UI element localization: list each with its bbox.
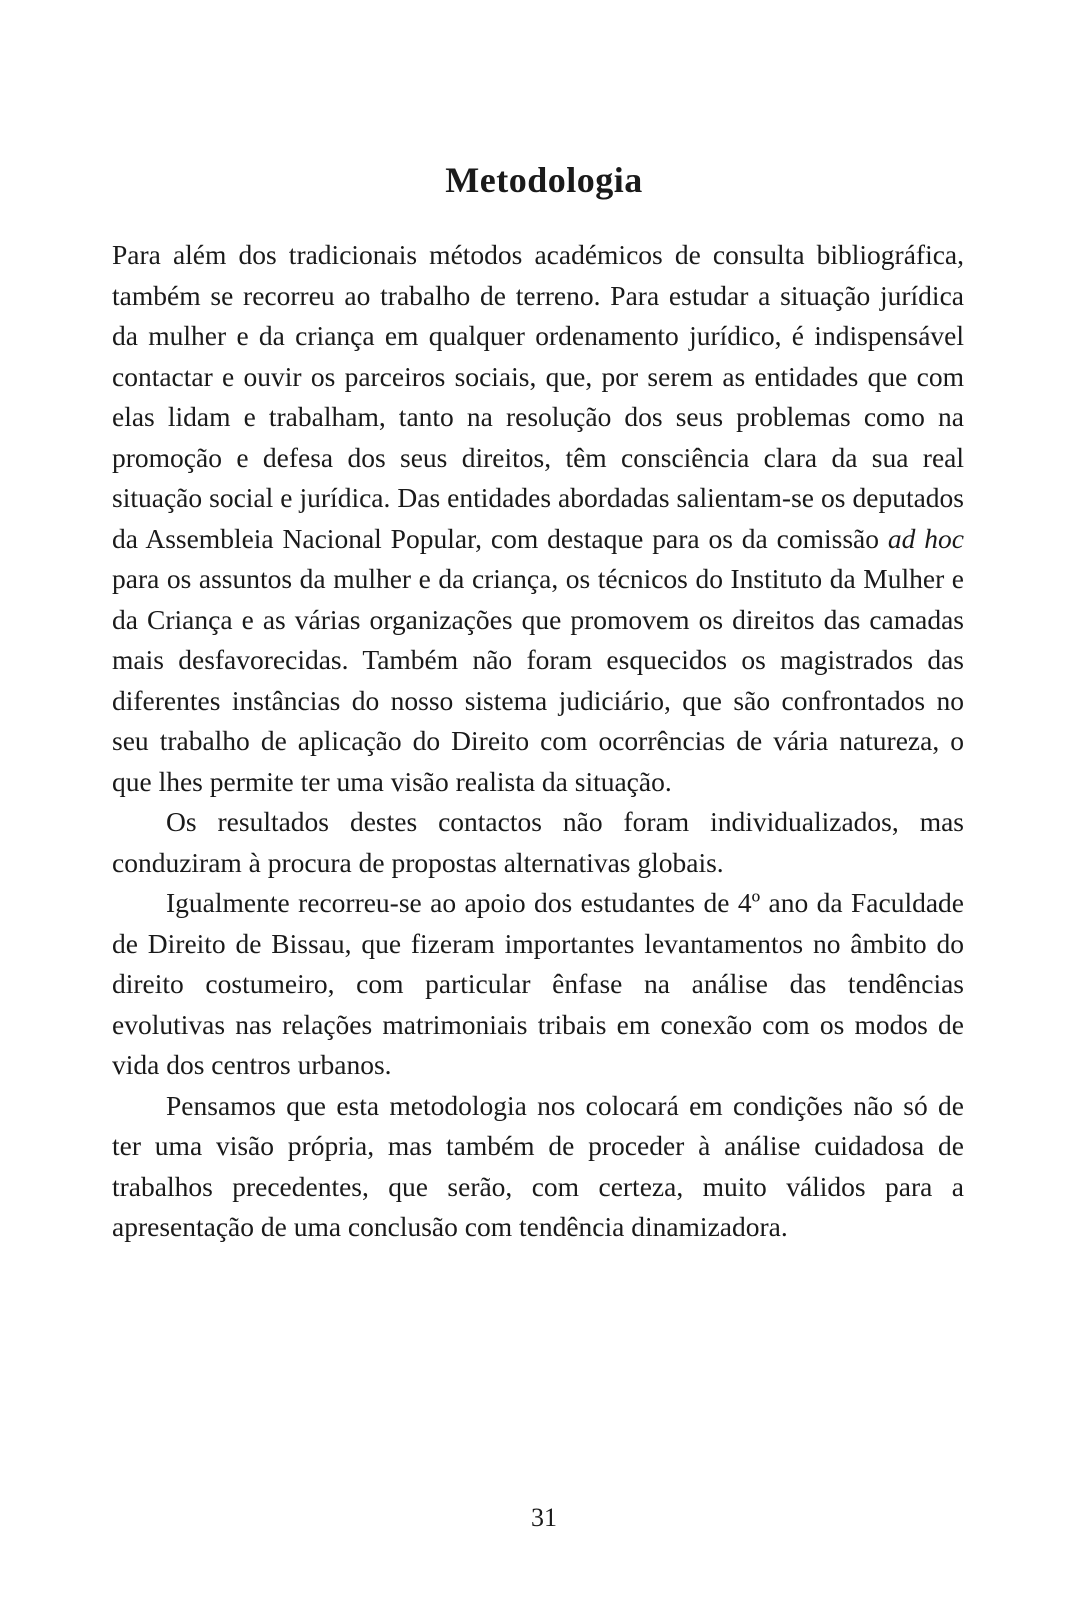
paragraph (112, 235, 964, 802)
paragraph (112, 883, 964, 1086)
paragraph (112, 1086, 964, 1248)
paragraph-text: Os resultados destes contactos não foram individualizados, mas conduziram à procura de propostas alternativas globais. (112, 806, 964, 878)
body-text (112, 235, 964, 1248)
paragraph-text: Para além dos tradicionais métodos académicos de consulta bibliográfica, também se recorreu ao trabalho de terreno. Para estudar a situação jurídica da mulher e da criança em qualquer ordenamento jurídico, é indispensável contactar e ouvir os parceiros sociais, que, por serem as entidades que com elas lidam e trabalham, tanto na resolução dos seus problemas como na promoção e defesa dos seus direitos, têm consciência clara da sua real situação social e jurídica. Das entidades abordadas salientam-se os deputados da Assembleia Nacional Popular, com destaque para os da comissão (112, 239, 964, 554)
paragraph (112, 802, 964, 883)
paragraph-text: Igualmente recorreu-se ao apoio dos estudantes de 4º ano da Faculdade de Direito de Bissau, que fizeram importantes levantamentos no âmbito do direito costumeiro, com particular ênfase na análise das tendências evolutivas nas relações matrimoniais tribais em conexão com os modos de vida dos centros urbanos. (112, 887, 964, 1080)
paragraph-text: Pensamos que esta metodologia nos colocará em condições não só de ter uma visão própria, mas também de proceder à análise cuidadosa de trabalhos precedentes, que serão, com certeza, muito válidos para a apresentação de uma conclusão com tendência dinamizadora. (112, 1089, 964, 1242)
page-number: 31 (531, 1503, 557, 1532)
section-title: Metodologia (445, 160, 643, 200)
paragraph-text: para os assuntos da mulher e da criança, os técnicos do Instituto da Mulher e da Criança e as várias organizações que promovem os direitos das camadas mais desfavorecidas. Também não foram esquecidos os magistrados das diferentes instâncias do nosso sistema judiciário, que são confrontados no seu trabalho de aplicação do Direito com ocorrências de vária natureza, o que lhes permite ter uma visão realista da situação. (112, 563, 964, 797)
italic-term: ad hoc (887, 522, 964, 554)
